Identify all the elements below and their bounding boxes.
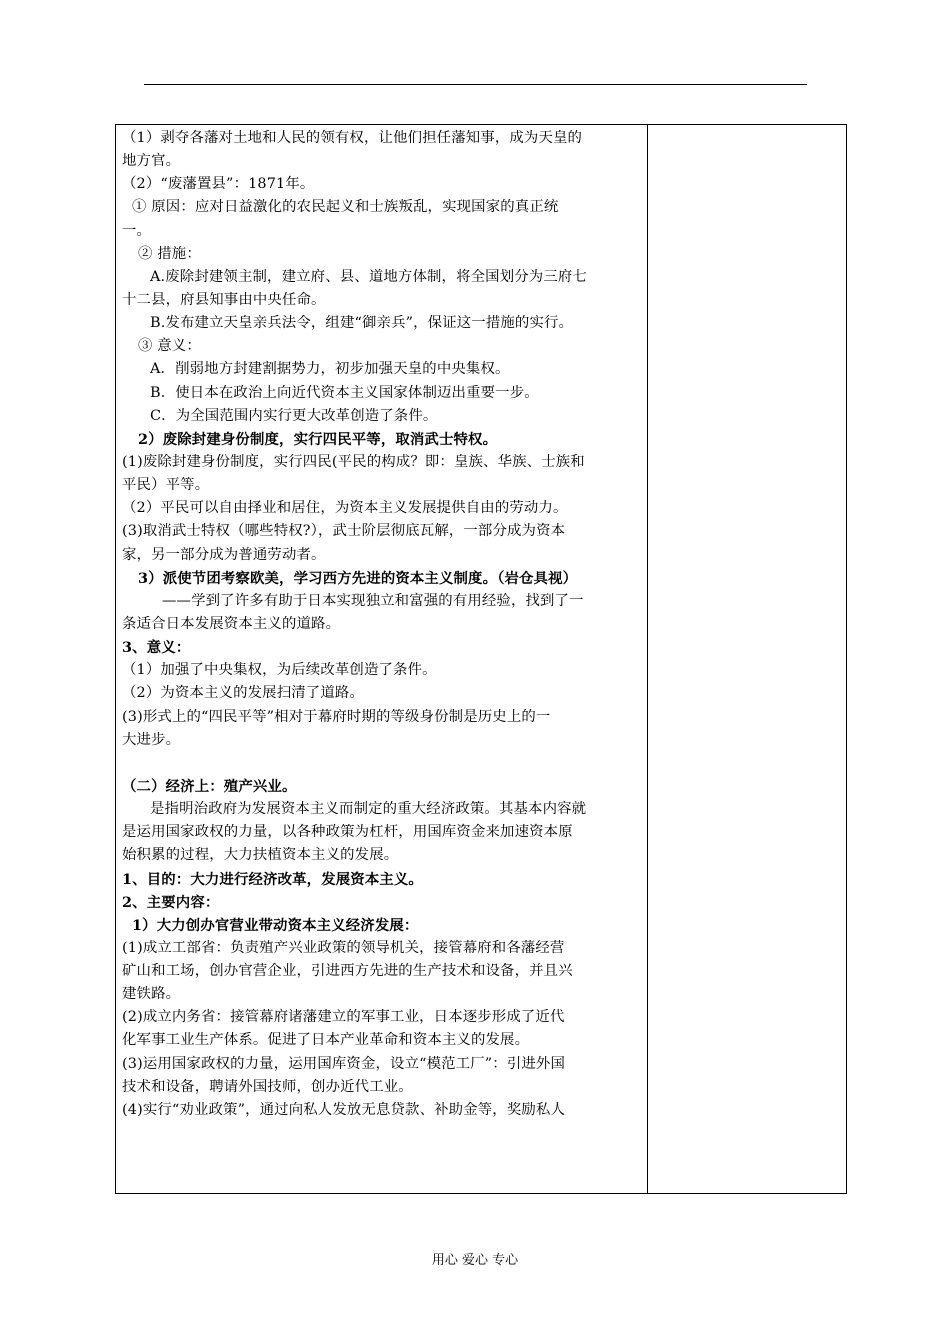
text-line: 化军事工业生产体系。促进了日本产业革命和资本主义的发展。 [122,1032,530,1049]
text-line: 3、意义： [122,639,191,657]
text-line: 大进步。 [122,731,181,748]
text-line: 3）派使节团考察欧美，学习西方先进的资本主义制度。（岩仓具视） [138,569,578,587]
text-line: 2、主要内容： [122,893,220,911]
text-line: 是指明治政府为发展资本主义而制定的重大经济政策。其基本内容就 [150,801,587,818]
text-line: 矿山和工场，创办官营企业，引进西方先进的生产技术和设备，并且兴 [122,963,573,980]
text-line: B．使日本在政治上向近代资本主义国家体制迈出重要一步。 [150,384,539,401]
text-line: 1、目的：大力进行经济改革，发展资本主义。 [122,870,423,888]
text-line: 2）废除封建身份制度，实行四民平等，取消武士特权。 [138,430,498,448]
text-line: （2）平民可以自由择业和居住，为资本主义发展提供自由的劳动力。 [122,500,568,517]
text-line: ——学到了许多有助于日本实现独立和富强的有用经验，找到了一 [162,592,584,609]
document-table [115,124,847,1194]
text-line: （2）为资本主义的发展扫清了道路。 [122,685,364,702]
text-line: (4)实行“劝业政策”，通过向私人发放无息贷款、补助金等，奖励私人 [122,1101,565,1118]
text-line: 技术和设备，聘请外国技师，创办近代工业。 [122,1078,413,1095]
text-line: ① 原因：应对日益激化的农民起义和士族叛乱，实现国家的真正统 [132,199,559,216]
page-footer: 用心 爱心 专心 [431,1253,519,1268]
text-line: （1）加强了中央集权，为后续改革创造了条件。 [122,662,437,679]
text-line: （2）“废藩置县”：1871年。 [122,176,315,193]
text-line: ② 措施： [138,245,201,262]
column-divider [647,125,648,1193]
text-line: (2)成立内务省：接管幕府诸藩建立的军事工业，日本逐步形成了近代 [122,1009,565,1026]
header-rule [144,84,807,85]
text-line: 家，另一部分成为普通劳动者。 [122,546,326,563]
text-line: 是运用国家政权的力量，以各种政策为杠杆，用国库资金来加速资本原 [122,824,573,841]
text-line: 地方官。 [122,153,181,170]
text-line: C．为全国范围内实行更大改革创造了条件。 [150,407,438,424]
text-line: 一。 [122,222,152,239]
text-line: ③ 意义： [138,338,201,355]
text-line: (1)成立工部省：负责殖产兴业政策的领导机关，接管幕府和各藩经营 [122,939,565,956]
blank-line [122,752,642,775]
text-line: B.发布建立天皇亲兵法令，组建“御亲兵”，保证这一措施的实行。 [150,315,574,332]
left-column-text [122,127,642,1122]
text-line: （二）经济上：殖产兴业。 [122,777,297,795]
text-line: （1）剥夺各藩对土地和人民的领有权，让他们担任藩知事，成为天皇的 [122,130,583,146]
text-line: (3)取消武士特权（哪些特权?），武士阶层彻底瓦解，一部分成为资本 [122,523,566,540]
text-line: A.废除封建领主制，建立府、县、道地方体制，将全国划分为三府七 [150,268,587,285]
text-line: 条适合日本发展资本主义的道路。 [122,615,341,632]
text-line: 建铁路。 [122,986,181,1003]
text-line: A．削弱地方封建割据势力，初步加强天皇的中央集权。 [150,361,510,378]
text-line: 始积累的过程，大力扶植资本主义的发展。 [122,847,399,864]
text-line: 平民）平等。 [122,477,210,494]
text-line: 十二县，府县知事由中央任命。 [122,291,326,308]
text-line: 1）大力创办官营业带动资本主义经济发展： [132,916,419,934]
text-line: (3)形式上的“四民平等”相对于幕府时期的等级身份制是历史上的一 [122,708,551,725]
text-line: (3)运用国家政权的力量，运用国库资金，设立“模范工厂”：引进外国 [122,1055,565,1072]
text-line: (1)废除封建身份制度，实行四民(平民的构成？即：皇族、华族、士族和 [122,453,585,470]
